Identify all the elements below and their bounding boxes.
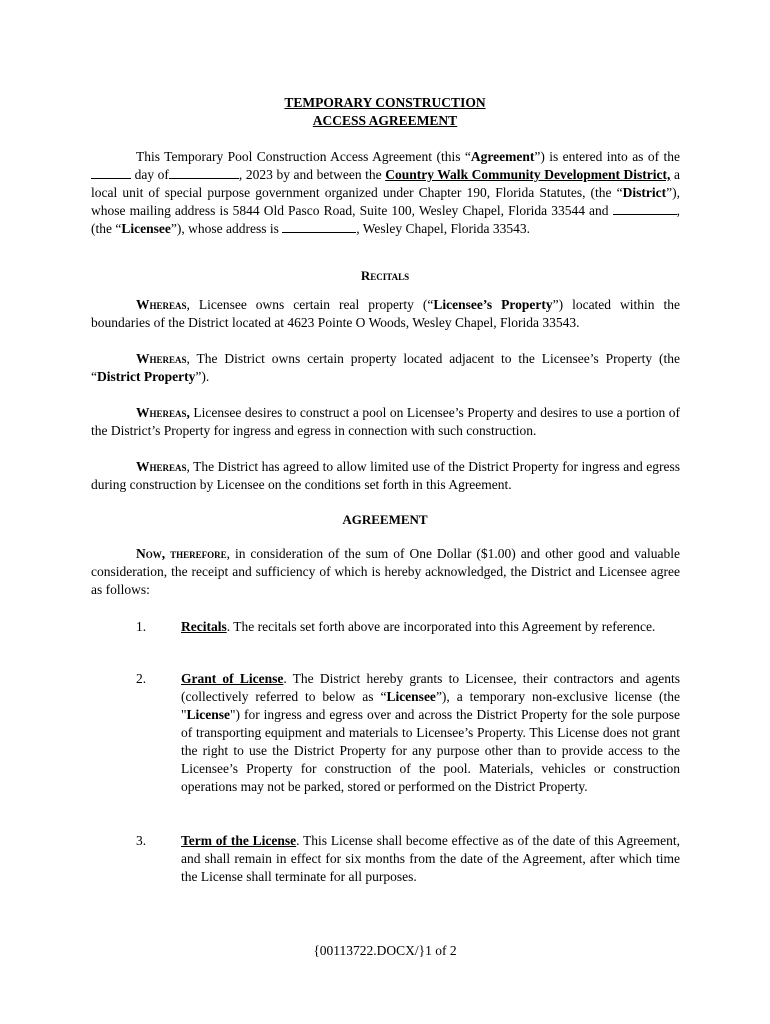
item-heading: Term of the License xyxy=(181,833,297,848)
recitals-heading: Recitals xyxy=(360,268,410,283)
intro-text: day of xyxy=(131,167,169,182)
intro-text: ”), whose mailing address is 5844 Old Pasco Road, Suite 100, Wesley Chapel, Florida 33544 and xyxy=(91,185,680,218)
district-defined-term: District xyxy=(622,185,667,200)
month-blank xyxy=(169,166,239,179)
item-text: . The recitals set forth above are incorporated into this Agreement by reference. xyxy=(226,619,656,634)
whereas-text: , The District has agreed to allow limited use of the District Property for ingress and egress during construction by Licensee on the conditions set forth in this Agreement. xyxy=(91,459,680,492)
document-title-line-2: ACCESS AGREEMENT xyxy=(312,113,458,128)
item-number-3: 3. xyxy=(136,833,147,848)
licensee-property-term: Licensee’s Property xyxy=(433,297,553,312)
now-therefore-text: , in consideration of the sum of One Dollar ($1.00) and other good and valuable consideration, the receipt and sufficiency of which is hereby acknowledged, the District and Licensee agree as follows: xyxy=(91,546,681,597)
item-text: ”), a temporary non-exclusive license (the " xyxy=(181,689,680,722)
now-therefore-paragraph xyxy=(91,545,680,599)
intro-text: ”), whose address is xyxy=(170,221,283,236)
whereas-paragraph-2 xyxy=(91,350,680,386)
licensee-term: Licensee xyxy=(386,689,436,704)
licensee-name-blank xyxy=(613,202,677,215)
agreement-heading: AGREEMENT xyxy=(342,512,428,527)
intro-text: a local unit of special purpose government organized under Chapter 190, Florida Statutes, (the “ xyxy=(91,167,680,200)
whereas-lead: Whereas xyxy=(136,351,187,366)
item-grant-of-license xyxy=(181,670,680,796)
item-recitals xyxy=(181,618,680,636)
whereas-lead: Whereas, xyxy=(136,405,190,420)
whereas-text: Licensee desires to construct a pool on Licensee’s Property and desires to use a portion of the District’s Property for ingress and egress in connection with such construction. xyxy=(91,405,680,438)
whereas-paragraph-3 xyxy=(91,404,680,440)
whereas-paragraph-1 xyxy=(91,296,680,332)
document-title-line-1: TEMPORARY CONSTRUCTION xyxy=(284,95,486,110)
whereas-paragraph-4 xyxy=(91,458,680,494)
item-text: ") for ingress and egress over and across the District Property for the sole purpose of transporting equipment and materials to Licensee’s Property. This License does not grant the right to use the District Property for any purpose other than to provide access to the Licensee’s Property for construction of the pool. Materials, vehicles or construction operations may not be parked, stored or performed on the District Property. xyxy=(181,707,680,794)
agreement-defined-term: Agreement xyxy=(470,149,535,164)
intro-text: This Temporary Pool Construction Access Agreement (this “ xyxy=(136,149,471,164)
whereas-text: ”). xyxy=(195,369,210,384)
item-text: . The District hereby grants to Licensee, their contractors and agents (collectively referred to below as “ xyxy=(181,671,680,704)
license-term: License xyxy=(186,707,231,722)
item-term-of-license xyxy=(181,832,680,886)
intro-text: , Wesley Chapel, Florida 33543. xyxy=(356,221,530,236)
intro-text: ”) is entered into as of the xyxy=(534,149,680,164)
item-heading: Grant of License xyxy=(181,671,284,686)
whereas-text: ”) located within the boundaries of the District located at 4623 Pointe O Woods, Wesley Chapel, Florida 33543. xyxy=(91,297,680,330)
intro-text: ,(the “ xyxy=(91,203,680,236)
licensee-address-blank xyxy=(282,220,356,233)
item-number-1: 1. xyxy=(136,619,147,634)
now-therefore-lead: Now, therefore xyxy=(136,546,227,561)
whereas-text: , The District owns certain property located adjacent to the Licensee’s Property (the “ xyxy=(91,351,680,384)
whereas-lead: Whereas xyxy=(136,459,187,474)
whereas-text: , Licensee owns certain real property (“ xyxy=(186,297,434,312)
district-name: Country Walk Community Development District, xyxy=(385,167,671,182)
district-property-term: District Property xyxy=(97,369,196,384)
intro-paragraph xyxy=(91,148,680,238)
page-footer: {00113722.DOCX/}1 of 2 xyxy=(313,943,457,958)
item-text: . This License shall become effective as of the date of this Agreement, and shall remain in effect for six months from the date of the Agreement, after which time the License shall terminate for all purposes. xyxy=(181,833,680,884)
day-blank xyxy=(91,166,131,179)
intro-text: , 2023 by and between the xyxy=(238,167,386,182)
whereas-lead: Whereas xyxy=(136,297,187,312)
item-number-2: 2. xyxy=(136,671,147,686)
item-heading: Recitals xyxy=(181,619,227,634)
licensee-defined-term: Licensee xyxy=(121,221,171,236)
